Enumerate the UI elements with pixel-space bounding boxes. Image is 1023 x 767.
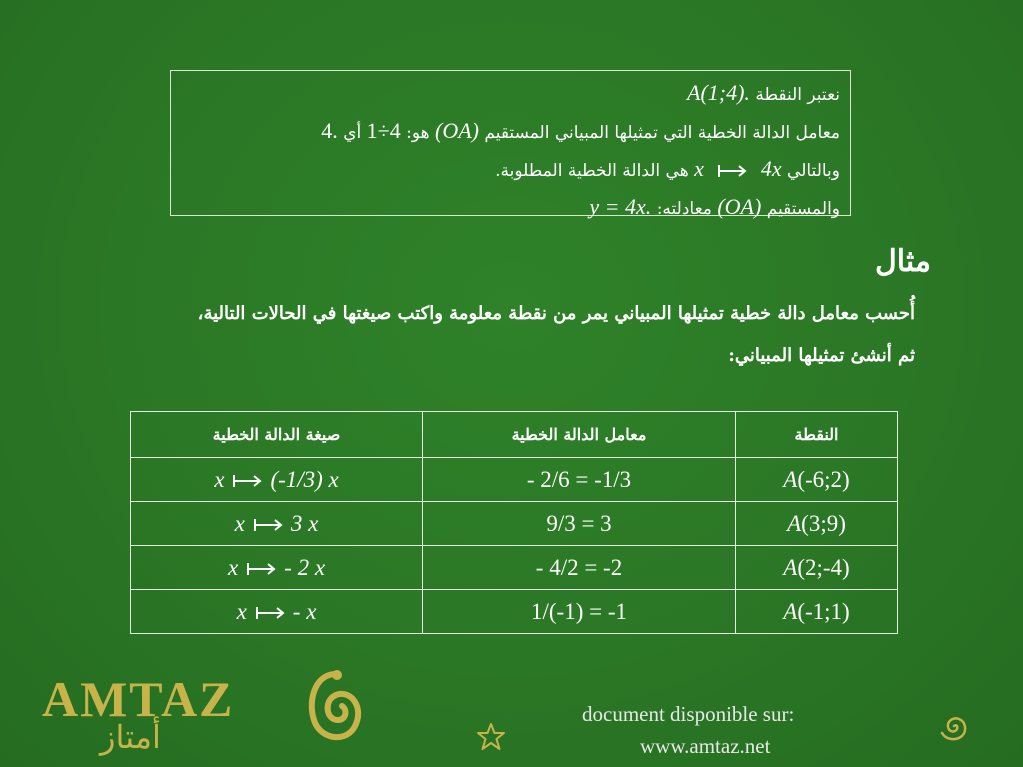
formula-rhs: (-1/3) x — [270, 466, 339, 492]
coefficient-cell: 1/(-1) = -1 — [423, 590, 736, 634]
table-row — [131, 458, 898, 502]
example-title: مثال — [874, 244, 931, 279]
formula-rhs: 3 x — [290, 510, 319, 536]
variable-x: x — [236, 598, 247, 624]
logo-swirl-icon — [304, 662, 364, 752]
point-cell: A(2;-4) — [736, 546, 898, 590]
note-text: نعتبر النقطة — [755, 85, 840, 105]
quotient-math: 1÷4 — [366, 118, 401, 143]
line-oa-math: (OA) — [717, 194, 762, 219]
reminder-box — [170, 70, 851, 219]
formula-cell — [131, 590, 423, 634]
table-row — [131, 546, 898, 590]
formula-rhs: - 2 x — [284, 554, 326, 580]
line-equation: y = 4x. — [589, 194, 652, 219]
variable-x: x — [694, 156, 704, 181]
spiral-icon — [934, 706, 974, 746]
point-a-math: A(1;4). — [687, 80, 750, 105]
coefficient-cell: - 2/6 = -1/3 — [423, 458, 736, 502]
example-prompt — [115, 293, 915, 377]
note-line-3 — [181, 151, 840, 189]
mapsto-arrow-icon — [253, 605, 287, 621]
mapsto-arrow-icon — [230, 473, 264, 489]
note-text: هي الدالة الخطية المطلوبة. — [495, 161, 689, 181]
note-text: وبالتالي — [787, 161, 840, 181]
note-line-1 — [181, 75, 840, 113]
mapsto-arrow-icon — [715, 163, 749, 179]
note-line-4 — [181, 189, 840, 227]
point-cell: A(3;9) — [736, 502, 898, 546]
note-text: معادلته: — [656, 199, 712, 219]
header-coefficient: معامل الدالة الخطية — [423, 412, 736, 458]
availability-text: document disponible sur: — [582, 702, 795, 726]
coefficient-value: 4. — [321, 118, 338, 143]
header-point: النقطة — [736, 412, 898, 458]
website-link[interactable]: www.amtaz.net — [640, 734, 771, 758]
formula-cell — [131, 458, 423, 502]
point-cell: A(-6;2) — [736, 458, 898, 502]
variable-x: x — [214, 466, 225, 492]
note-text: أي — [343, 123, 362, 143]
formula-cell — [131, 502, 423, 546]
function-rhs: 4x — [760, 156, 782, 181]
prompt-line-1: أُحسب معامل دالة خطية تمثيلها المبياني يمر من نقطة معلومة واكتب صيغتها في الحالات التالية، — [197, 303, 915, 324]
note-line-2 — [181, 113, 840, 151]
logo-arabic-text: أمتاز — [100, 718, 161, 756]
prompt-line-2: ثم أنشئ تمثيلها المبياني: — [728, 345, 915, 366]
point-cell: A(-1;1) — [736, 590, 898, 634]
formula-cell — [131, 546, 423, 590]
star-icon — [476, 722, 506, 752]
linear-functions-table — [130, 411, 898, 634]
table-row — [131, 502, 898, 546]
note-text: معامل الدالة الخطية التي تمثيلها المبياني المستقيم — [484, 123, 840, 143]
coefficient-cell: 9/3 = 3 — [423, 502, 736, 546]
formula-rhs: - x — [292, 598, 317, 624]
coefficient-cell: - 4/2 = -2 — [423, 546, 736, 590]
table-header-row — [131, 412, 898, 458]
header-formula: صيغة الدالة الخطية — [131, 412, 423, 458]
table-row — [131, 590, 898, 634]
variable-x: x — [227, 554, 239, 580]
function-expression — [694, 151, 782, 187]
mapsto-arrow-icon — [244, 561, 278, 577]
logo-latin-text: AMTAZ — [42, 671, 235, 727]
variable-x: x — [234, 510, 245, 536]
note-text: والمستقيم — [766, 199, 840, 219]
mapsto-arrow-icon — [251, 517, 285, 533]
line-oa-math: (OA) — [435, 118, 479, 143]
note-text: هو: — [406, 123, 430, 143]
